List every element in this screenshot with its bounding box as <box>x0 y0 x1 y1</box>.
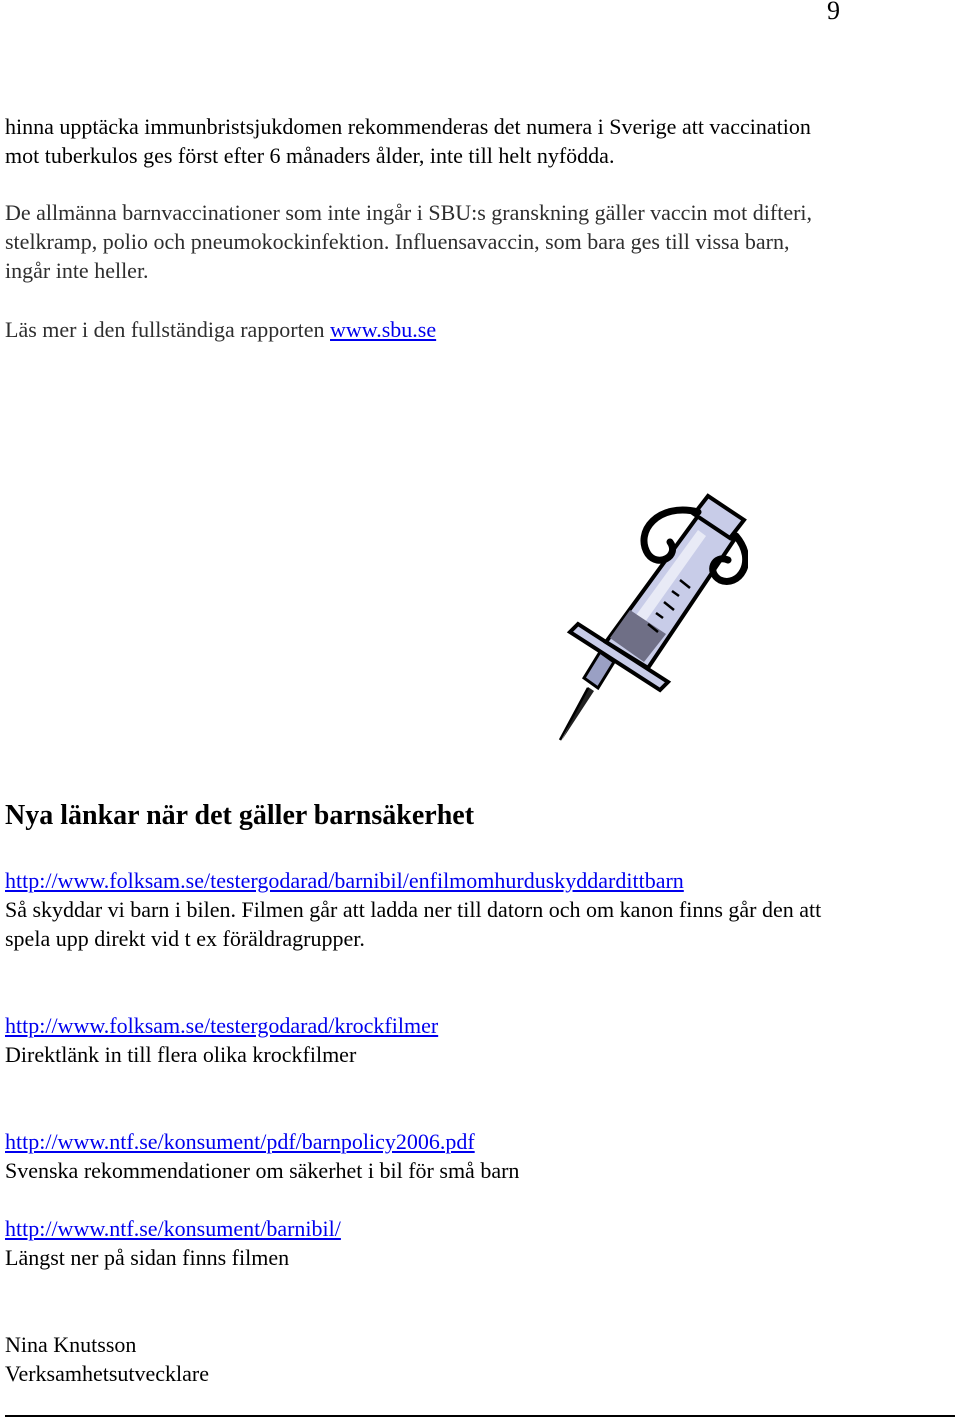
page-number: 9 <box>827 0 840 25</box>
general-line-1: De allmänna barnvaccinationer som inte ingår i SBU:s granskning gäller vaccin mot difteri, <box>5 200 813 225</box>
ntf-barnpolicy-link[interactable]: http://www.ntf.se/konsument/pdf/barnpolicy2006.pdf <box>5 1129 475 1154</box>
sbu-link[interactable]: www.sbu.se <box>330 317 437 342</box>
folksam-barnibil-link[interactable]: http://www.folksam.se/testergodarad/barnibil/enfilmomhurduskyddardittbarn <box>5 868 684 893</box>
folksam-krockfilmer-link[interactable]: http://www.folksam.se/testergodarad/krockfilmer <box>5 1013 439 1038</box>
link-1-description-line-2: spela upp direkt vid t ex föräldragrupper. <box>5 926 365 951</box>
link-4-description: Längst ner på sidan finns filmen <box>5 1245 290 1270</box>
link-entry-4 <box>5 1214 950 1272</box>
read-more-paragraph <box>5 315 950 344</box>
general-line-2: stelkramp, polio och pneumokockinfektion. Influensavaccin, som bara ges till vissa barn, <box>5 229 790 254</box>
general-vaccinations-paragraph <box>5 198 950 285</box>
link-entry-1 <box>5 866 950 953</box>
link-entry-3 <box>5 1127 950 1185</box>
link-3-description: Svenska rekommendationer om säkerhet i bil för små barn <box>5 1158 520 1183</box>
intro-paragraph <box>5 112 950 170</box>
link-2-description: Direktlänk in till flera olika krockfilmer <box>5 1042 357 1067</box>
syringe-icon <box>548 492 748 742</box>
signature <box>5 1330 950 1388</box>
link-entry-2 <box>5 1011 950 1069</box>
ntf-barnibil-link[interactable]: http://www.ntf.se/konsument/barnibil/ <box>5 1216 341 1241</box>
links-heading: Nya länkar när det gäller barnsäkerhet <box>5 800 475 831</box>
signature-name: Nina Knutsson <box>5 1332 137 1357</box>
intro-line-2: mot tuberkulos ges först efter 6 månaders ålder, inte till helt nyfödda. <box>5 143 615 168</box>
read-more-text: Läs mer i den fullständiga rapporten <box>5 317 331 342</box>
general-line-3: ingår inte heller. <box>5 258 149 283</box>
link-1-description-line-1: Så skyddar vi barn i bilen. Filmen går att ladda ner till datorn och om kanon finns går den att <box>5 897 822 922</box>
intro-line-1: hinna upptäcka immunbristsjukdomen rekommenderas det numera i Sverige att vaccination <box>5 114 811 139</box>
footer-divider <box>5 1415 955 1417</box>
signature-title: Verksamhetsutvecklare <box>5 1361 210 1386</box>
